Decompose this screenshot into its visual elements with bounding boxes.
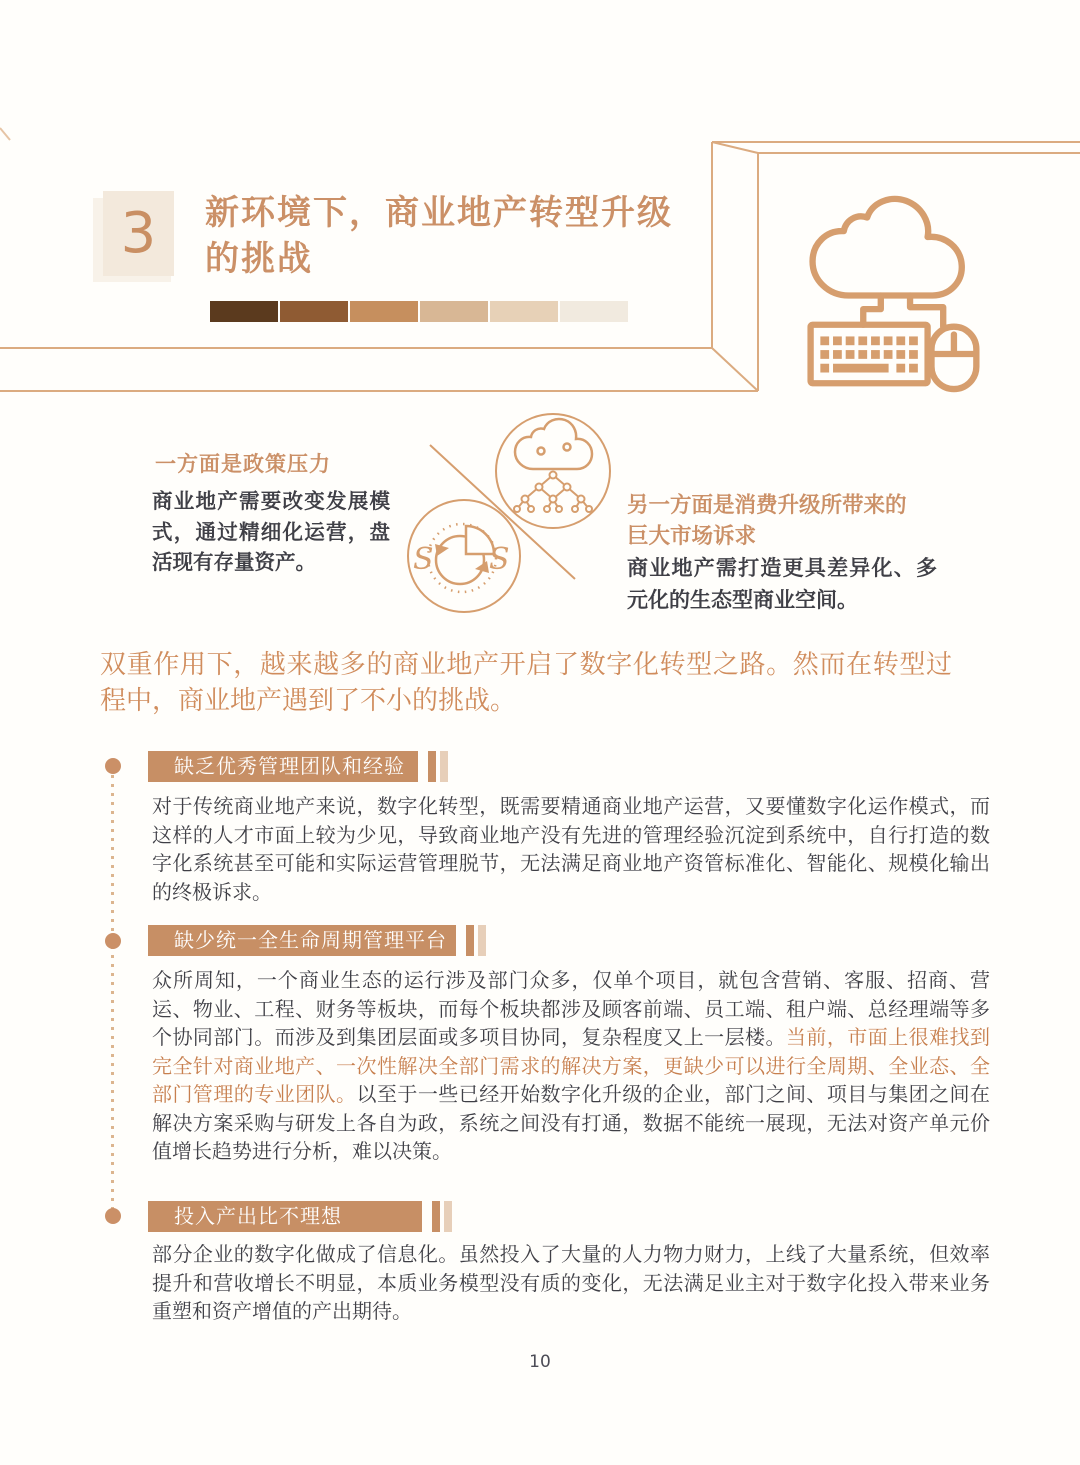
keyboard-keys [820, 336, 918, 372]
accent-bar-light [444, 1201, 452, 1232]
intro-right-heading-line2: 巨大市场诉求 [627, 524, 757, 549]
timeline-dot [105, 758, 121, 774]
intro-right-heading-line1: 另一方面是消费升级所带来的 [627, 493, 907, 518]
chapter-number-box [103, 191, 174, 276]
timeline-dot [105, 1208, 121, 1224]
gradient-swatch [210, 301, 278, 322]
gradient-bar [210, 301, 628, 322]
accent-bar-dark [432, 1201, 440, 1232]
section-body-platform [152, 966, 990, 1166]
lead-paragraph: 双重作用下，越来越多的商业地产开启了数字化转型之路。然而在转型过程中，商业地产遇到了不小的挑战。 [100, 650, 952, 716]
intro-right-body: 商业地产需打造更具差异化、多元化的生态型商业空间。 [627, 556, 937, 612]
gradient-swatch [490, 301, 558, 322]
timeline-dot [105, 933, 121, 949]
section-body-highlight: 当前，市面上很难找到完全针对商业地产、一次性解决全部门需求的解决方案，更缺少可以进行全周期、全业态、全部门管理的专业团队。 [152, 1025, 991, 1106]
chapter-number: 3 [120, 200, 157, 266]
intro-left-body: 商业地产需要改变发展模式，通过精细化运营，盘活现有存量资产。 [152, 489, 390, 574]
timeline-dotted-line [111, 775, 114, 1215]
page-title-line2: 的挑战 [205, 239, 313, 279]
svg-text:S: S [489, 542, 510, 577]
frame-edge-mark [0, 128, 10, 140]
section-body-text: 众所周知，一个商业生态的运行涉及部门众多，仅单个项目，就包含营销、客服、招商、营运、物业、工程、财务等板块，而每个板块都涉及顾客前端、员工端、租户端、总经理端等多个协同部门。而涉及到集团层面或多项目协同，复杂程度又上一层楼。 [152, 968, 990, 1049]
svg-text:S: S [413, 542, 434, 577]
section-badge-roi: 投入产出比不理想 [148, 1201, 422, 1232]
accent-bar-dark [466, 925, 474, 956]
cloud-network-icon [496, 414, 610, 528]
gradient-swatch [420, 301, 488, 322]
page-title-line1: 新环境下，商业地产转型升级 [205, 193, 673, 233]
intro-right-heading [627, 490, 907, 552]
intro-icons [385, 403, 645, 625]
page-title [205, 190, 765, 282]
gradient-swatch [280, 301, 348, 322]
intro-left-heading: 一方面是政策压力 [155, 452, 331, 476]
accent-bar-dark [428, 751, 436, 782]
cloud-outline [813, 199, 962, 296]
gradient-swatch [560, 301, 628, 322]
cloud-computing-icon [795, 190, 990, 400]
cloud-keyboard-connector [863, 295, 881, 324]
section-badge-platform: 缺少统一全生命周期管理平台 [148, 925, 456, 956]
page-number: 10 [529, 1352, 551, 1372]
section-body-team [152, 792, 990, 906]
section-body-text: 以至于一些已经开始数字化升级的企业，部门之间、项目与集团之间在解决方案采购与研发上各自为政，系统之间没有打通，数据不能统一展现，无法对资产单元价值增长趋势进行分析，难以决策。 [152, 1082, 990, 1163]
section-body-text: 对于传统商业地产来说，数字化转型，既需要精通商业地产运营，又要懂数字化运作模式，而这样的人才市面上较为少见，导致商业地产没有先进的管理经验沉淀到系统中，自行打造的数字化系统甚至可能和实际运营管理脱节，无法满足商业地产资管标准化、智能化、规模化输出的终极诉求。 [152, 794, 990, 904]
section-body-roi [152, 1240, 990, 1326]
data-cycle-icon [408, 500, 520, 612]
section-badge-team: 缺乏优秀管理团队和经验 [148, 751, 418, 782]
accent-bar-light [478, 925, 486, 956]
gradient-swatch [350, 301, 418, 322]
accent-bar-light [440, 751, 448, 782]
section-body-text: 部分企业的数字化做成了信息化。虽然投入了大量的人力物力财力，上线了大量系统，但效率提升和营收增长不明显，本质业务模型没有质的变化，无法满足业主对于数字化投入带来业务重塑和资产增值的产出期待。 [152, 1242, 990, 1323]
